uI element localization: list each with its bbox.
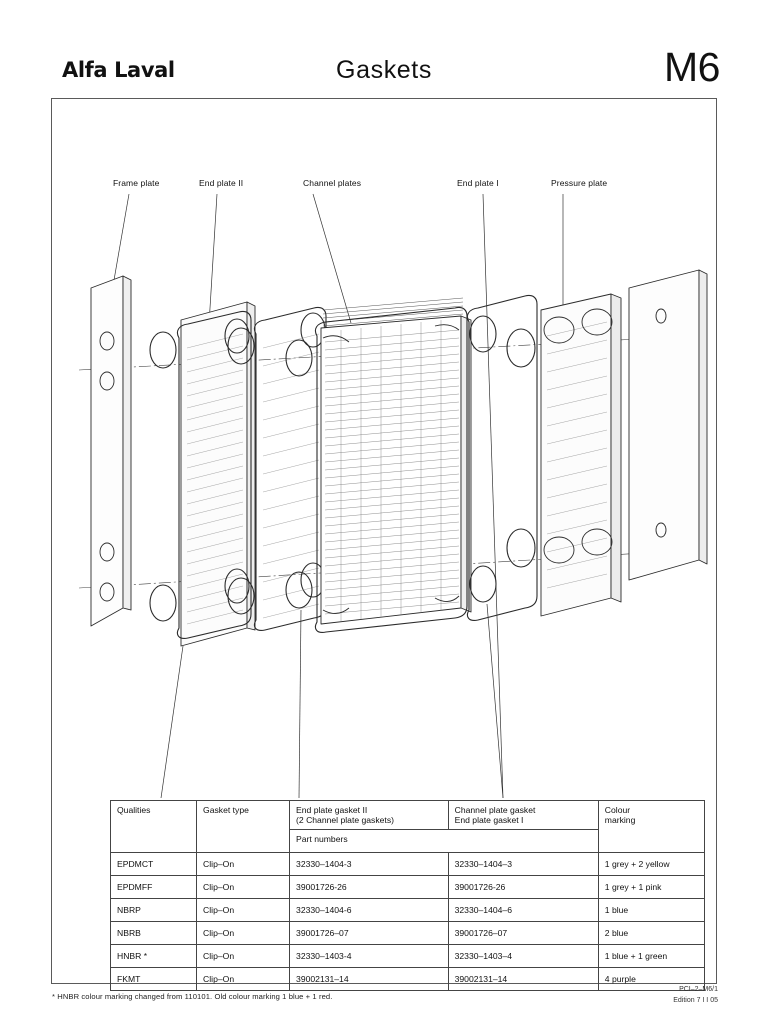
cell-colour-marking: 2 blue bbox=[598, 922, 704, 945]
table-header-row bbox=[111, 801, 705, 830]
cell-quality: FKMT bbox=[111, 968, 197, 991]
callout-channel-plates: Channel plates bbox=[303, 178, 362, 188]
heat-exchanger-drawing bbox=[51, 98, 717, 798]
document-code-block bbox=[673, 985, 718, 1006]
column-header-channel-plate-gasket-line2: End plate gasket I bbox=[454, 815, 524, 825]
brand-logo: Alfa Laval bbox=[62, 58, 175, 82]
cell-gasket-type: Clip–On bbox=[197, 922, 290, 945]
callout-pressure-plate: Pressure plate bbox=[551, 178, 608, 188]
cell-channel-plate-partno: 32330–1404–6 bbox=[448, 899, 598, 922]
document-code: PCI–2–M6/1 bbox=[679, 986, 718, 993]
column-header-end-plate-gasket-2-line1: End plate gasket II bbox=[296, 805, 368, 815]
table-row bbox=[111, 899, 705, 922]
cell-channel-plate-partno: 39001726–07 bbox=[448, 922, 598, 945]
column-header-qualities: Qualities bbox=[111, 801, 197, 853]
cell-end-plate-partno: 39001726-26 bbox=[290, 876, 449, 899]
callout-frame-plate: Frame plate bbox=[113, 178, 160, 188]
cell-quality: HNBR * bbox=[111, 945, 197, 968]
cell-gasket-type: Clip–On bbox=[197, 968, 290, 991]
cell-channel-plate-partno: 32330–1404–3 bbox=[448, 853, 598, 876]
exploded-view-diagram bbox=[51, 98, 717, 798]
column-header-colour-line2: marking bbox=[604, 815, 636, 825]
column-header-colour-line1: Colour bbox=[604, 805, 631, 815]
cell-channel-plate-partno: 32330–1403–4 bbox=[448, 945, 598, 968]
column-header-channel-plate-gasket bbox=[448, 801, 598, 830]
column-header-colour-marking bbox=[598, 801, 704, 853]
table-row bbox=[111, 922, 705, 945]
cell-end-plate-partno: 32330–1404-3 bbox=[290, 853, 449, 876]
parts-table bbox=[110, 800, 705, 991]
table-row bbox=[111, 945, 705, 968]
cell-end-plate-partno: 39001726–07 bbox=[290, 922, 449, 945]
cell-quality: NBRP bbox=[111, 899, 197, 922]
cell-colour-marking: 4 purple bbox=[598, 968, 704, 991]
column-header-end-plate-gasket-2 bbox=[290, 801, 449, 830]
edition-label: Edition 7 I I 05 bbox=[673, 996, 718, 1004]
callout-end-plate-2: End plate II bbox=[199, 178, 244, 188]
table-row bbox=[111, 968, 705, 991]
cell-gasket-type: Clip–On bbox=[197, 899, 290, 922]
cell-end-plate-partno: 32330–1404-6 bbox=[290, 899, 449, 922]
cell-end-plate-partno: 39002131–14 bbox=[290, 968, 449, 991]
cell-colour-marking: 1 grey + 1 pink bbox=[598, 876, 704, 899]
model-designation: M6 bbox=[664, 44, 720, 90]
cell-end-plate-partno: 32330–1403-4 bbox=[290, 945, 449, 968]
cell-gasket-type: Clip–On bbox=[197, 876, 290, 899]
page-title: Gaskets bbox=[336, 56, 432, 84]
cell-gasket-type: Clip–On bbox=[197, 853, 290, 876]
column-header-channel-plate-gasket-line1: Channel plate gasket bbox=[454, 805, 536, 815]
cell-gasket-type: Clip–On bbox=[197, 945, 290, 968]
column-header-part-numbers: Part numbers bbox=[290, 830, 599, 853]
table-body bbox=[111, 853, 705, 991]
cell-quality: NBRB bbox=[111, 922, 197, 945]
cell-colour-marking: 1 blue bbox=[598, 899, 704, 922]
footnote: * HNBR colour marking changed from 110101. Old colour marking 1 blue + 1 red. bbox=[52, 992, 333, 1001]
cell-quality: EPDMFF bbox=[111, 876, 197, 899]
cell-colour-marking: 1 blue + 1 green bbox=[598, 945, 704, 968]
column-header-end-plate-gasket-2-line2: (2 Channel plate gaskets) bbox=[296, 815, 394, 825]
cell-channel-plate-partno: 39002131–14 bbox=[448, 968, 598, 991]
callout-end-plate-1: End plate I bbox=[457, 178, 499, 188]
cell-quality: EPDMCT bbox=[111, 853, 197, 876]
table-row bbox=[111, 853, 705, 876]
table-row bbox=[111, 876, 705, 899]
cell-colour-marking: 1 grey + 2 yellow bbox=[598, 853, 704, 876]
cell-channel-plate-partno: 39001726-26 bbox=[448, 876, 598, 899]
column-header-gasket-type: Gasket type bbox=[197, 801, 290, 853]
